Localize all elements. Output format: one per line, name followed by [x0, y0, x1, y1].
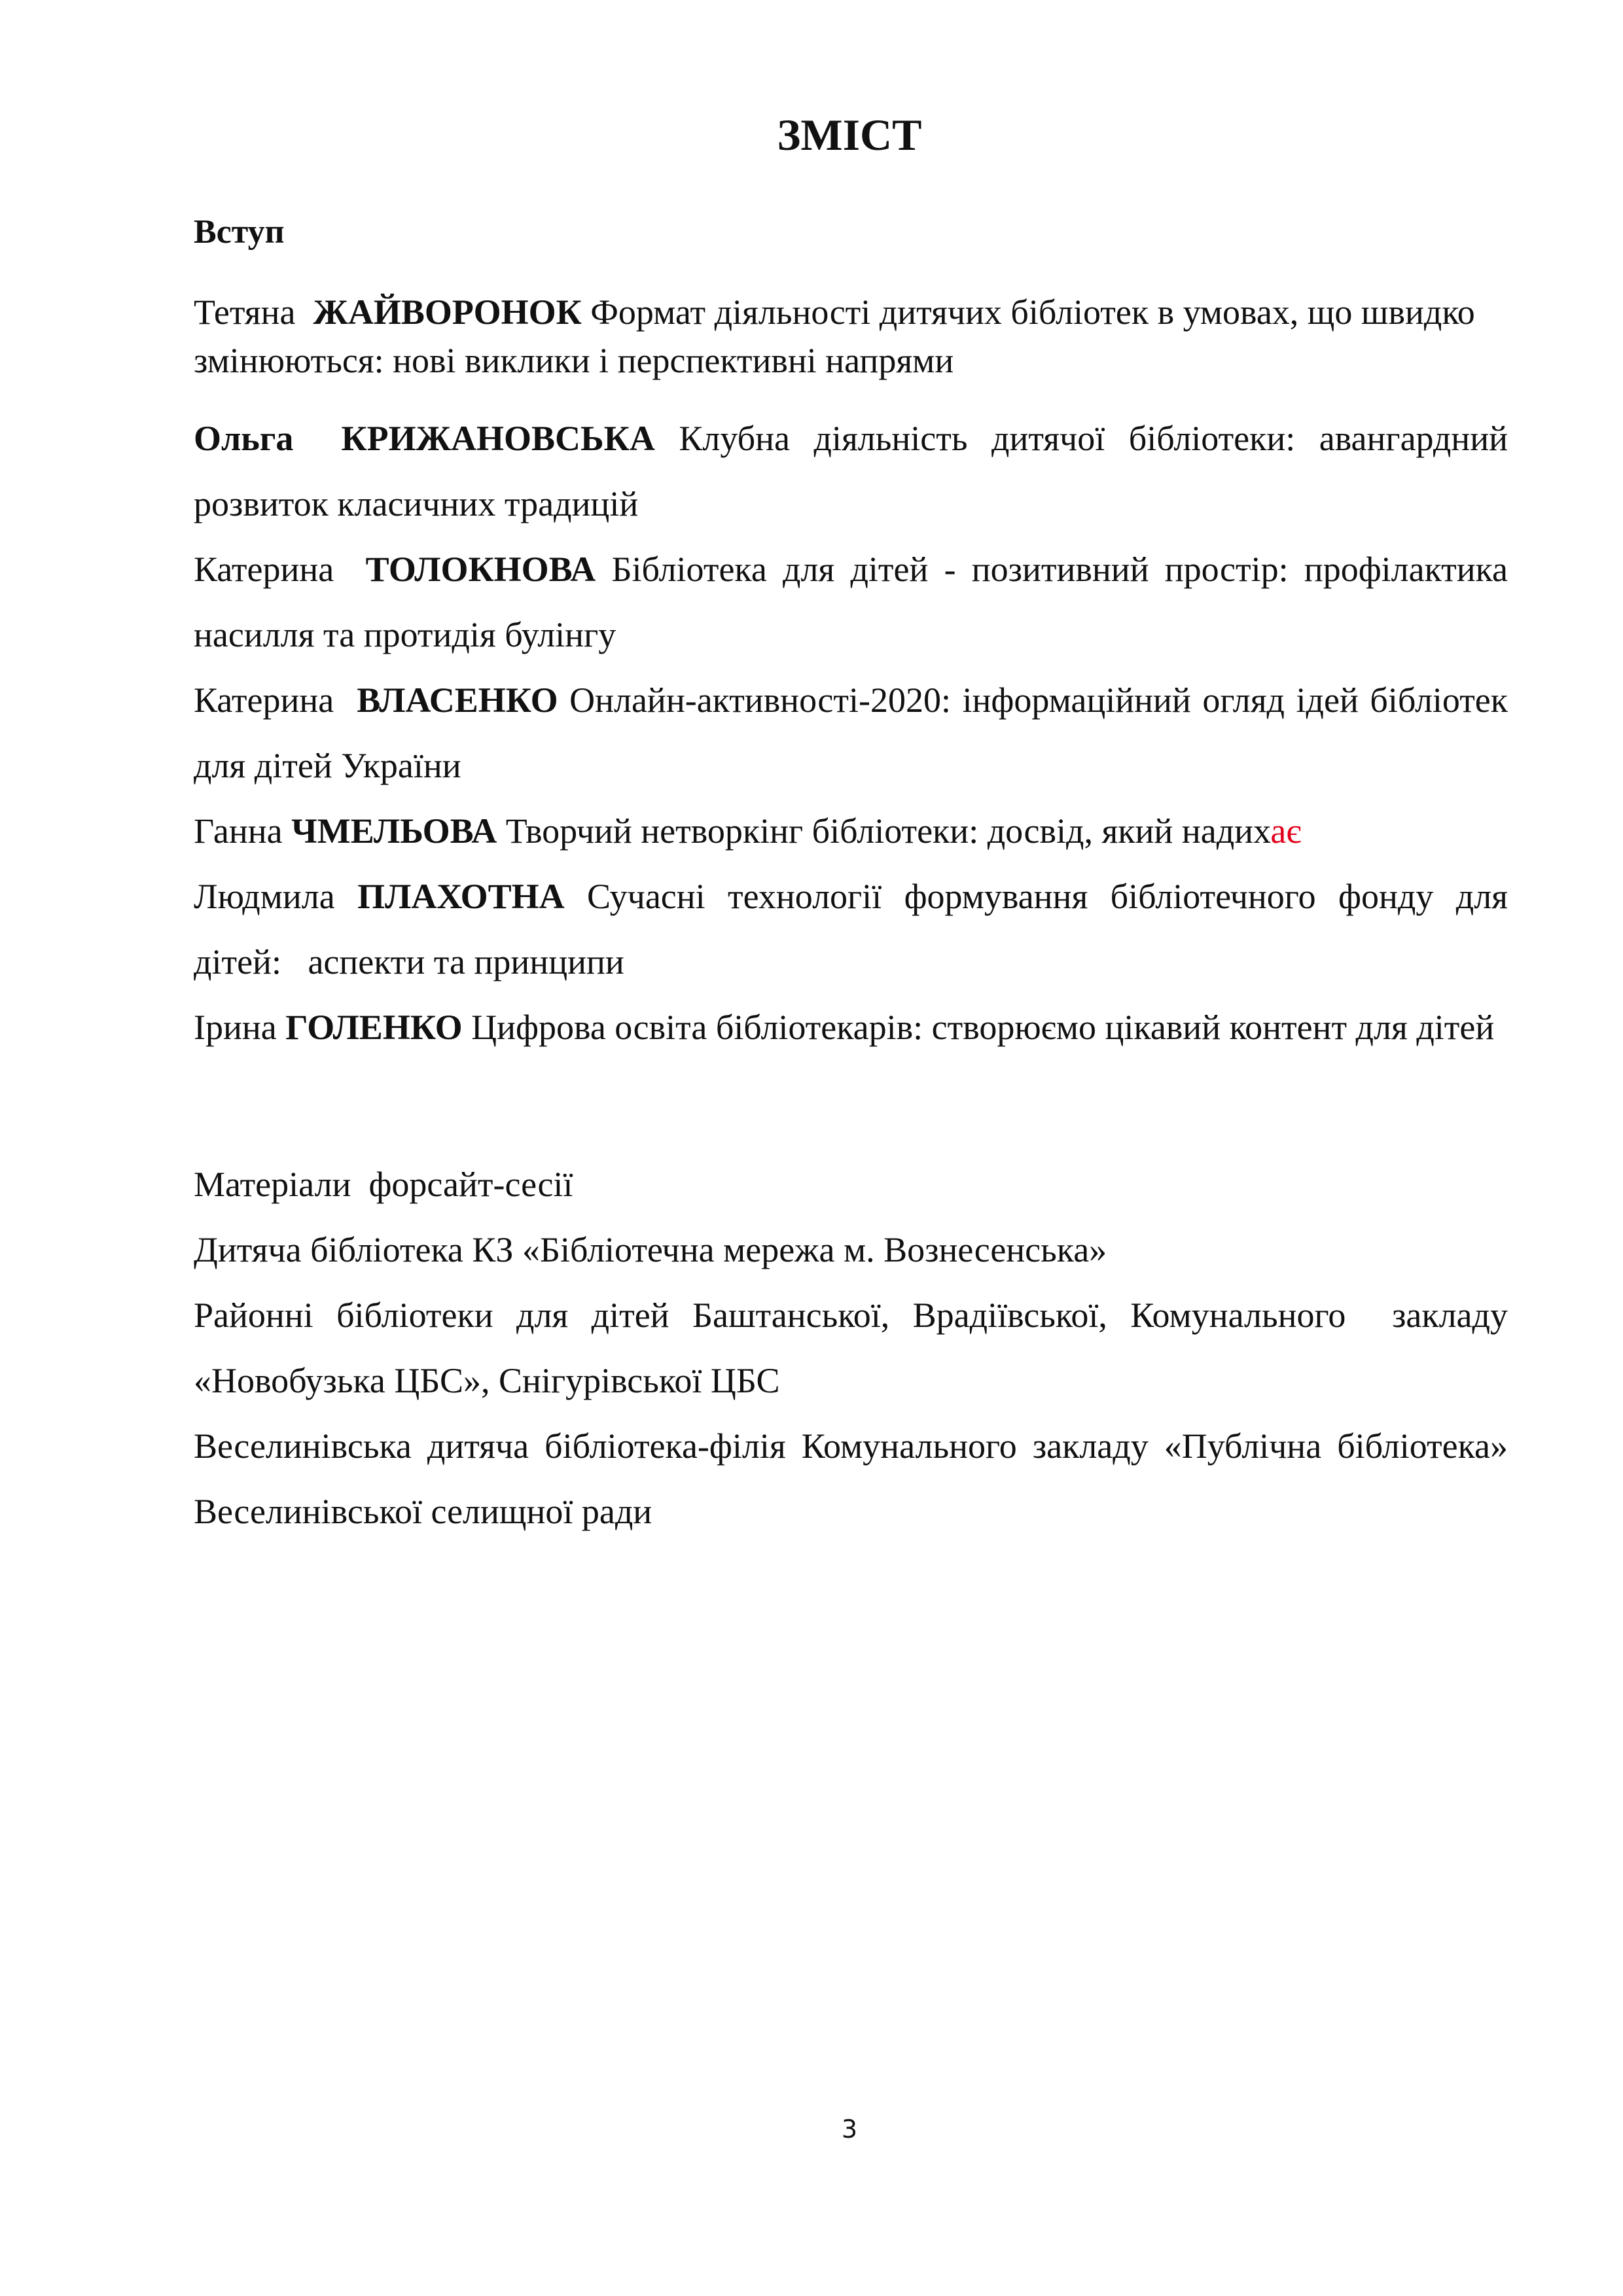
author-first-name: Катерина [194, 680, 334, 720]
materials-item: Дитяча бібліотека КЗ «Бібліотечна мережа м. Вознесенська» [194, 1230, 1107, 1269]
entry-title: Цифрова освіта бібліотекарів: створюємо цікавий контент для дітей [471, 1008, 1495, 1047]
page-number: 3 [841, 2115, 858, 2144]
entry-title: Творчий нетворкінг бібліотеки: досвід, який надих [505, 811, 1271, 851]
toc-entry [194, 667, 1508, 798]
entry-title: Клубна діяльність дитячої бібліотеки: авангардний розвиток класичних традицій [194, 419, 1508, 523]
materials-heading: Матеріали форсайт-сесії [194, 1165, 573, 1204]
page-title: ЗМІСТ [777, 110, 922, 160]
entry-title: Формат діяльності дитячих бібліотек в умовах, що швидко змінюються: нові виклики і перспективні напрями [194, 292, 1475, 380]
toc-entry [194, 537, 1508, 667]
author-last-name: ЧМЕЛЬОВА [291, 811, 497, 851]
author-first-name: Катерина [194, 550, 334, 589]
author-last-name: КРИЖАНОВСЬКА [341, 419, 655, 458]
toc-intro: Вступ [194, 213, 285, 251]
toc-entry [194, 406, 1508, 537]
entry-title: Сучасні технології формування бібліотечного фонду для дітей: аспекти та принципи [194, 877, 1517, 981]
toc-entry [194, 995, 1508, 1060]
author-first-name: Ірина [194, 1008, 277, 1047]
materials-item: Районні бібліотеки для дітей Баштанської, Врадіївської, Комунального закладу «Новобузька ЦБС», Снігурівської ЦБС [194, 1296, 1517, 1400]
materials-item: Веселинівська дитяча бібліотека-філія Комунального закладу «Публічна бібліотека» Веселинівської селищної ради [194, 1426, 1508, 1531]
author-first-name: Людмила [194, 877, 335, 916]
toc-entry [194, 798, 1508, 864]
author-last-name: ПЛАХОТНА [357, 877, 565, 916]
author-first-name: Ганна [194, 811, 283, 851]
author-last-name: ГОЛЕНКО [285, 1008, 463, 1047]
author-first-name: Тетяна [194, 292, 296, 332]
toc-entry [194, 864, 1517, 995]
toc-entry [194, 288, 1508, 385]
author-last-name: ЖАЙВОРОНОК [313, 292, 582, 332]
entry-title: Онлайн-активності-2020: інформаційний огляд ідей бібліотек для дітей України [194, 680, 1508, 785]
author-first-name: Ольга [194, 419, 294, 458]
accent-text: ає [1270, 811, 1302, 851]
author-last-name: ВЛАСЕНКО [357, 680, 558, 720]
entry-title: Бібліотека для дітей - позитивний простір: профілактика насилля та протидія булінгу [194, 550, 1508, 654]
author-last-name: ТОЛОКНОВА [365, 550, 596, 589]
